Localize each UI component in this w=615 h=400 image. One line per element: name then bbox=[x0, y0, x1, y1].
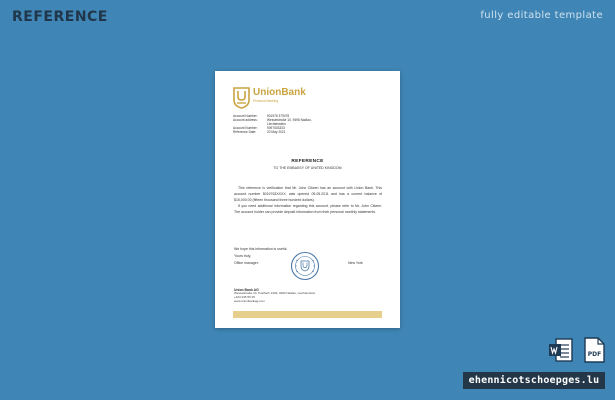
account-info bbox=[233, 115, 383, 135]
info-value: 501976 379078 bbox=[267, 114, 290, 118]
bank-logo bbox=[233, 87, 306, 109]
site-watermark: ehennicotschoepges.lu bbox=[463, 372, 605, 389]
bank-tagline: Personal Banking bbox=[253, 99, 278, 103]
footer-bar bbox=[233, 311, 382, 318]
info-label: Account Number: bbox=[233, 125, 258, 130]
closing-line: We hope this information is useful. bbox=[234, 247, 288, 251]
footer-address: Wesselstraße 10, Postfach 1303, 9490 Nadlau, Liechtenstein bbox=[234, 291, 316, 295]
document-footer bbox=[234, 288, 384, 304]
officer-label: Office manager: bbox=[234, 261, 259, 265]
reference-document bbox=[215, 71, 400, 328]
document-subtitle: TO THE EMBASSY OF UNITED KINGDOM bbox=[273, 166, 342, 170]
info-value: 9097503333 bbox=[267, 125, 285, 130]
preview-subheading: fully editable template bbox=[480, 10, 603, 21]
location: New York bbox=[348, 261, 363, 265]
document-title: REFERENCE bbox=[291, 159, 324, 164]
word-file-icon[interactable] bbox=[548, 337, 574, 363]
signoff: Yours truly, bbox=[234, 254, 252, 258]
footer-phone: +423 235 55 25 bbox=[234, 294, 255, 299]
info-row bbox=[233, 131, 383, 135]
bank-shield-icon bbox=[233, 87, 250, 109]
body-paragraph: This reference is verification that Mr. John Citizen has an account with Union Bank. This account number 5019763XXXX, was opened 05.05.2011 and has a current balance of $15,000.00 (fifteen thousand three hundred dollars). bbox=[234, 186, 382, 202]
info-label: Account address: bbox=[233, 117, 258, 122]
bank-name: UnionBank bbox=[253, 87, 306, 98]
info-value: 20 May 2021 bbox=[267, 129, 286, 134]
info-value: Wesselstraße 10, 9496 Nadlau, bbox=[267, 117, 312, 122]
pdf-file-icon[interactable] bbox=[581, 337, 607, 363]
footer-website: www.unionbankag.com bbox=[234, 298, 265, 303]
info-label: Reference Date: bbox=[233, 129, 257, 134]
footer-bank-name: Union Bank AG bbox=[234, 288, 259, 292]
preview-heading: REFERENCE bbox=[12, 9, 108, 25]
body-paragraph: If you need additional information regarding this account, please refer to Mr. John Citizen. The account holder can provide deposit information from their personal monthly statements. bbox=[234, 204, 382, 214]
pdf-icon-label: PDF bbox=[587, 351, 602, 358]
bank-stamp-icon bbox=[290, 251, 320, 281]
info-label: Account Number: bbox=[233, 114, 258, 118]
document-body bbox=[234, 185, 382, 215]
info-value: Liechtenstein bbox=[267, 121, 286, 126]
